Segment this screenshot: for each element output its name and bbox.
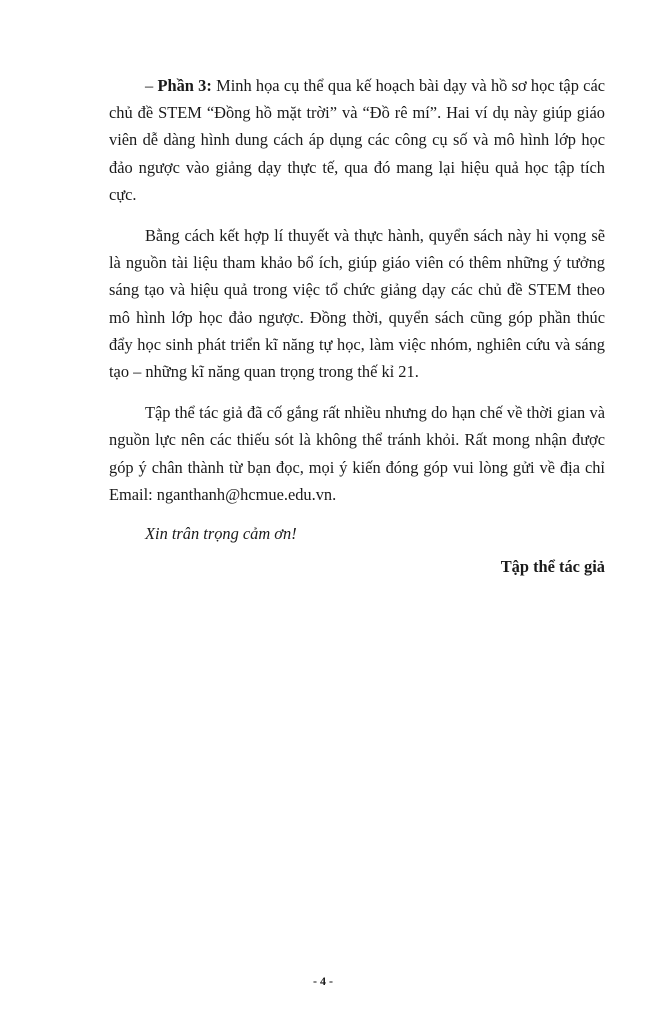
part-3-text: Minh họa cụ thể qua kế hoạch bài dạy và hồ sơ học tập các chủ đề STEM “Đồng hồ mặt trời” và “Đồ rê mí”. Hai ví dụ này giúp giáo viên dễ dàng hình dung cách áp dụng các công cụ số và mô hình lớp học đảo ngược vào giảng dạy thực tế, qua đó mang lại hiệu quả học tập tích cực.	[109, 76, 605, 204]
paragraph-feedback: Tập thể tác giả đã cố gắng rất nhiều nhưng do hạn chế về thời gian và nguồn lực nên các thiếu sót là không thể tránh khỏi. Rất mong nhận được góp ý chân thành từ bạn đọc, mọi ý kiến đóng góp vui lòng gửi về địa chỉ Email: nganthanh@hcmue.edu.vn.	[109, 403, 605, 504]
part-3-dash: –	[145, 76, 158, 95]
author-signature: Tập thể tác giả	[500, 557, 605, 577]
part-3-label: Phần 3:	[157, 76, 212, 95]
paragraph-summary: Bằng cách kết hợp lí thuyết và thực hành, quyển sách này hi vọng sẽ là nguồn tài liệu tham khảo bổ ích, giúp giáo viên có thêm những ý tưởng sáng tạo và hiệu quả trong việc tổ chức giảng dạy các chủ đề STEM theo mô hình lớp học đảo ngược. Đồng thời, quyển sách cũng góp phần thúc đẩy học sinh phát triển kĩ năng tự học, làm việc nhóm, nghiên cứu và sáng tạo – những kĩ năng quan trọng trong thế kỉ 21.	[109, 226, 605, 382]
paragraph-part-3	[109, 72, 605, 208]
page-number: - 4 -	[313, 974, 333, 988]
page-content	[109, 72, 605, 580]
thanks-line: Xin trân trọng cảm ơn!	[145, 524, 297, 544]
